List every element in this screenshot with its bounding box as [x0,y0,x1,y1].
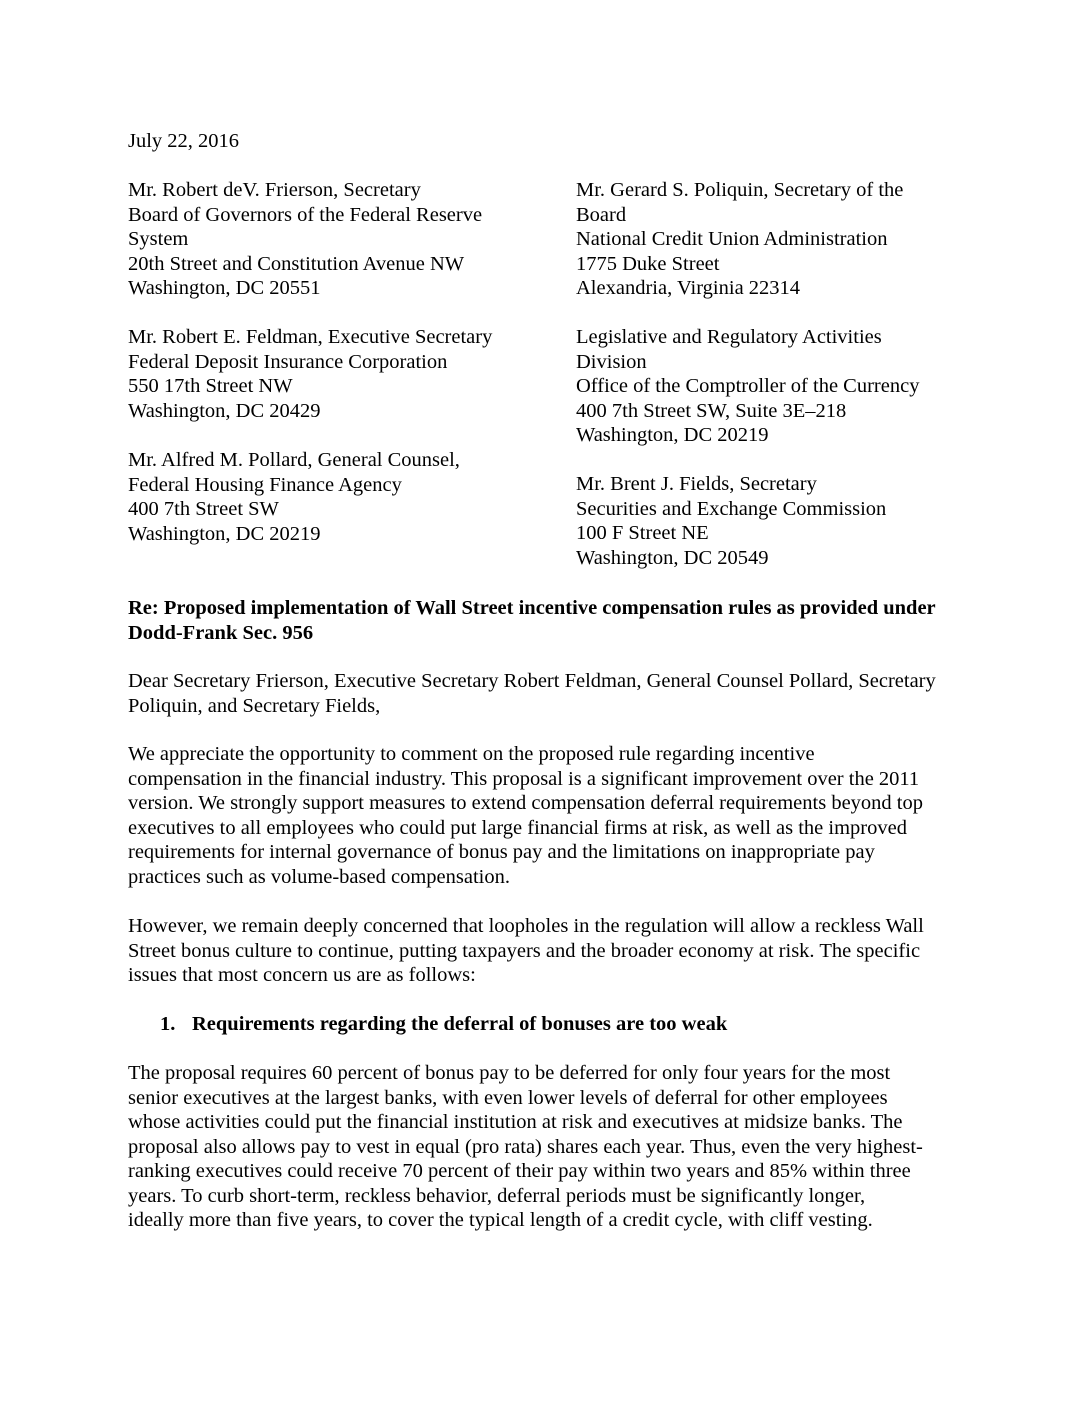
address-line: System [128,228,189,250]
address-line: Washington, DC 20551 [128,277,321,299]
paragraph-line: However, we remain deeply concerned that loopholes in the regulation will allow a reckless Wall [128,915,924,937]
address-line: Washington, DC 20219 [576,424,769,446]
paragraph-line: executives to all employees who could put large financial firms at risk, as well as the improved [128,816,907,839]
salutation: Dear Secretary Frierson, Executive Secretary Robert Feldman, General Counsel Pollard, Secretary Poliquin, and Secretary Fields, [128,670,936,717]
subject-line: Re: Proposed implementation of Wall Street incentive compensation rules as provided under Dodd-Frank Sec. 956 [128,597,936,644]
address-line: Washington, DC 20219 [128,522,321,545]
paragraph-line: The proposal requires 60 percent of bonus pay to be deferred for only four years for the most [128,1062,891,1084]
address-line: Mr. Robert deV. Frierson, Secretary [128,179,421,201]
paragraph-line: years. To curb short-term, reckless behavior, deferral periods must be significantly longer, [128,1184,866,1207]
address-line: 1775 Duke Street [576,252,720,275]
paragraph-line: ideally more than five years, to cover the typical length of a credit cycle, with cliff vesting. [128,1209,873,1231]
address-line: Washington, DC 20429 [128,399,321,422]
address-line: Mr. Gerard S. Poliquin, Secretary of the [576,179,904,201]
paragraph-line: proposal also allows pay to vest in equal (pro rata) shares each year. Thus, even the very highest- [128,1135,923,1158]
paragraph-line: senior executives at the largest banks, with even lower levels of deferral for other employees [128,1086,888,1109]
paragraph-line: ranking executives could receive 70 percent of their pay within two years and 85% within three [128,1160,911,1182]
address-line: Alexandria, Virginia 22314 [576,277,801,299]
address-block-frb [128,178,548,301]
address-line: 550 17th Street NW [128,375,293,397]
address-line: 20th Street and Constitution Avenue NW [128,252,465,275]
letter-date: July 22, 2016 [128,130,240,152]
address-line: Washington, DC 20549 [576,546,769,569]
body-paragraph-concerns [128,914,968,988]
address-block-sec [576,472,996,570]
paragraph-line: We appreciate the opportunity to comment on the proposed rule regarding incentive [128,743,815,765]
section-number: 1. [160,1013,176,1035]
address-line: Office of the Comptroller of the Currency [576,375,920,397]
paragraph-line: requirements for internal governance of bonus pay and the limitations on inappropriate pay [128,841,875,863]
body-paragraph-deferral [128,1061,968,1233]
address-block-fhfa [128,448,548,546]
address-line: Board [576,203,627,226]
paragraph-line: whose activities could put the financial institution at risk and executives at midsize banks. The [128,1111,903,1133]
paragraph-line: practices such as volume-based compensation. [128,865,510,888]
address-line: Mr. Alfred M. Pollard, General Counsel, [128,449,460,471]
address-line: Mr. Robert E. Feldman, Executive Secretary [128,326,493,348]
section-heading-1 [160,1012,727,1037]
paragraph-line: version. We strongly support measures to extend compensation deferral requirements beyond top [128,792,923,814]
address-line: Mr. Brent J. Fields, Secretary [576,473,817,495]
address-line: 400 7th Street SW [128,498,279,520]
address-line: Federal Deposit Insurance Corporation [128,350,448,373]
address-block-occ [576,325,996,448]
address-line: Securities and Exchange Commission [576,497,887,520]
address-line: Legislative and Regulatory Activities [576,326,882,348]
paragraph-line: Street bonus culture to continue, putting taxpayers and the broader economy at risk. The specific [128,939,921,962]
address-line: 400 7th Street SW, Suite 3E–218 [576,399,847,422]
paragraph-line: issues that most concern us are as follows: [128,964,476,986]
address-line: 100 F Street NE [576,522,709,544]
address-block-fdic [128,325,548,423]
address-line: Division [576,350,647,373]
paragraph-line: compensation in the financial industry. This proposal is a significant improvement over the 2011 [128,767,920,790]
section-title: Requirements regarding the deferral of bonuses are too weak [192,1013,728,1035]
address-block-ncua [576,178,996,301]
address-line: Federal Housing Finance Agency [128,473,402,496]
address-line: Board of Governors of the Federal Reserve [128,203,483,226]
address-line: National Credit Union Administration [576,228,888,250]
body-paragraph-intro [128,742,968,889]
